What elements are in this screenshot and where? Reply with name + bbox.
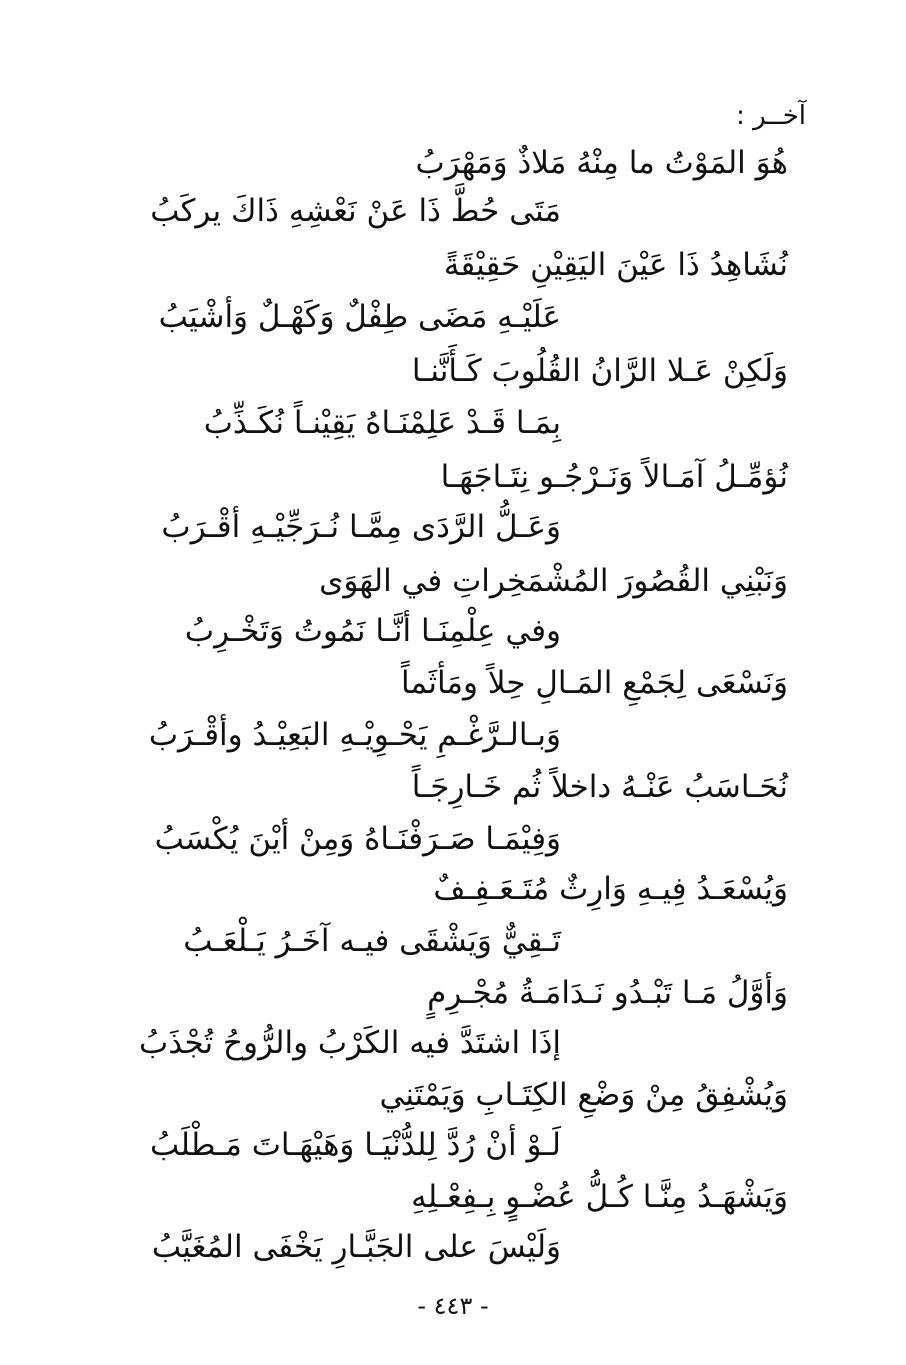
page-number: - ٤٤٣ - (417, 1292, 489, 1320)
verse-11-second-hemistich: وَلَيْسَ على الجَبَّـارِ يَخْفَى المُغَيَّبُ (151, 1229, 561, 1265)
verse-2-second-hemistich: عَلَيْـهِ مَضَى طِفْلٌ وَكَهْـلٌ وَأشْيَبُ (158, 299, 561, 335)
verse-11-first-hemistich: وَيَشْهَـدُ مِنَّـا كُـلُّ عُضْـوٍ بِـفِعْـلِهِ (411, 1179, 788, 1215)
verse-4-second-hemistich: وَعَـلُّ الرَّدَى مِمَّـا نُـرَجِّيْـهِ أقْـرَبُ (161, 509, 561, 545)
verse-8-first-hemistich: وَيُسْعَـدُ فِيـهِ وَارِثٌ مُتَـعَـفِـفٌ (433, 871, 788, 907)
poem-heading: آخــر : (736, 101, 806, 131)
verse-2-first-hemistich: نُشَاهِدُ ذَا عَيْنَ اليَقِيْنِ حَقِيْقَةً (443, 247, 788, 283)
verse-8-second-hemistich: تَـقِيٌّ وَيَشْقَى فيـه آخَـرُ يَـلْعَـبُ (183, 923, 561, 959)
verse-5-second-hemistich: وفي عِلْمِنَـا أنَّـا نَمُوتُ وَتَخْـرِبُ (184, 613, 561, 649)
verse-4-first-hemistich: نُؤمِّـلُ آمَـالاً وَنَـرْجُـو نِتَـاجَهَـا (440, 459, 788, 495)
verse-10-second-hemistich: لَـوْ أنْ رُدَّ لِلدُّنْيَـا وَهَيْهَـاتَ مَـطْلَبُ (150, 1127, 561, 1163)
verse-7-first-hemistich: نُحَـاسَبُ عَنْـهُ داخلاً ثُم خَـارِجَـاً (411, 769, 788, 805)
verse-3-first-hemistich: وَلَكِنْ عَـلا الرَّانُ القُلُوبَ كَـأَنَّنـا (411, 353, 788, 389)
verse-1-first-hemistich: هُوَ المَوْتُ ما مِنْهُ مَلاذٌ وَمَهْرَبُ (415, 145, 788, 181)
verse-1-second-hemistich: مَتَى حُطَّ ذَا عَنْ نَعْشِهِ ذَاكَ يركَبُ (150, 193, 561, 229)
verse-9-second-hemistich: إذَا اشتَدَّ فيه الكَرْبُ والرُّوحُ تُجْذَبُ (139, 1025, 561, 1061)
verse-6-second-hemistich: وَبـالـرَّغْـمِ يَحْـوِيْـهِ البَعِيْـدُ وأقْـرَبُ (148, 717, 561, 753)
verse-6-first-hemistich: وَنَسْعَى لِجَمْعِ المَـالِ حِلاً ومَأثَماً (400, 665, 788, 701)
verse-3-second-hemistich: بِمَـا قَـدْ عَلِمْنَـاهُ يَقِيْنـاً نُكَـذِّبُ (203, 405, 561, 441)
verse-10-first-hemistich: وَيُشْفِقُ مِنْ وَضْعِ الكِتَـابِ وَيَمْتَنِي (379, 1077, 788, 1113)
verse-9-first-hemistich: وَأوَّلُ مَـا تَبْـدُو نَـدَامَـةُ مُجْـرِمٍ (427, 975, 788, 1011)
verse-7-second-hemistich: وَفِيْمَـا صَـرَفْنَـاهُ وَمِنْ أيْنَ يُكْسَبُ (154, 821, 561, 857)
verse-5-first-hemistich: وَنَبْنِي القُصُورَ المُشْمَخِراتِ في الهَوَى (319, 563, 788, 599)
